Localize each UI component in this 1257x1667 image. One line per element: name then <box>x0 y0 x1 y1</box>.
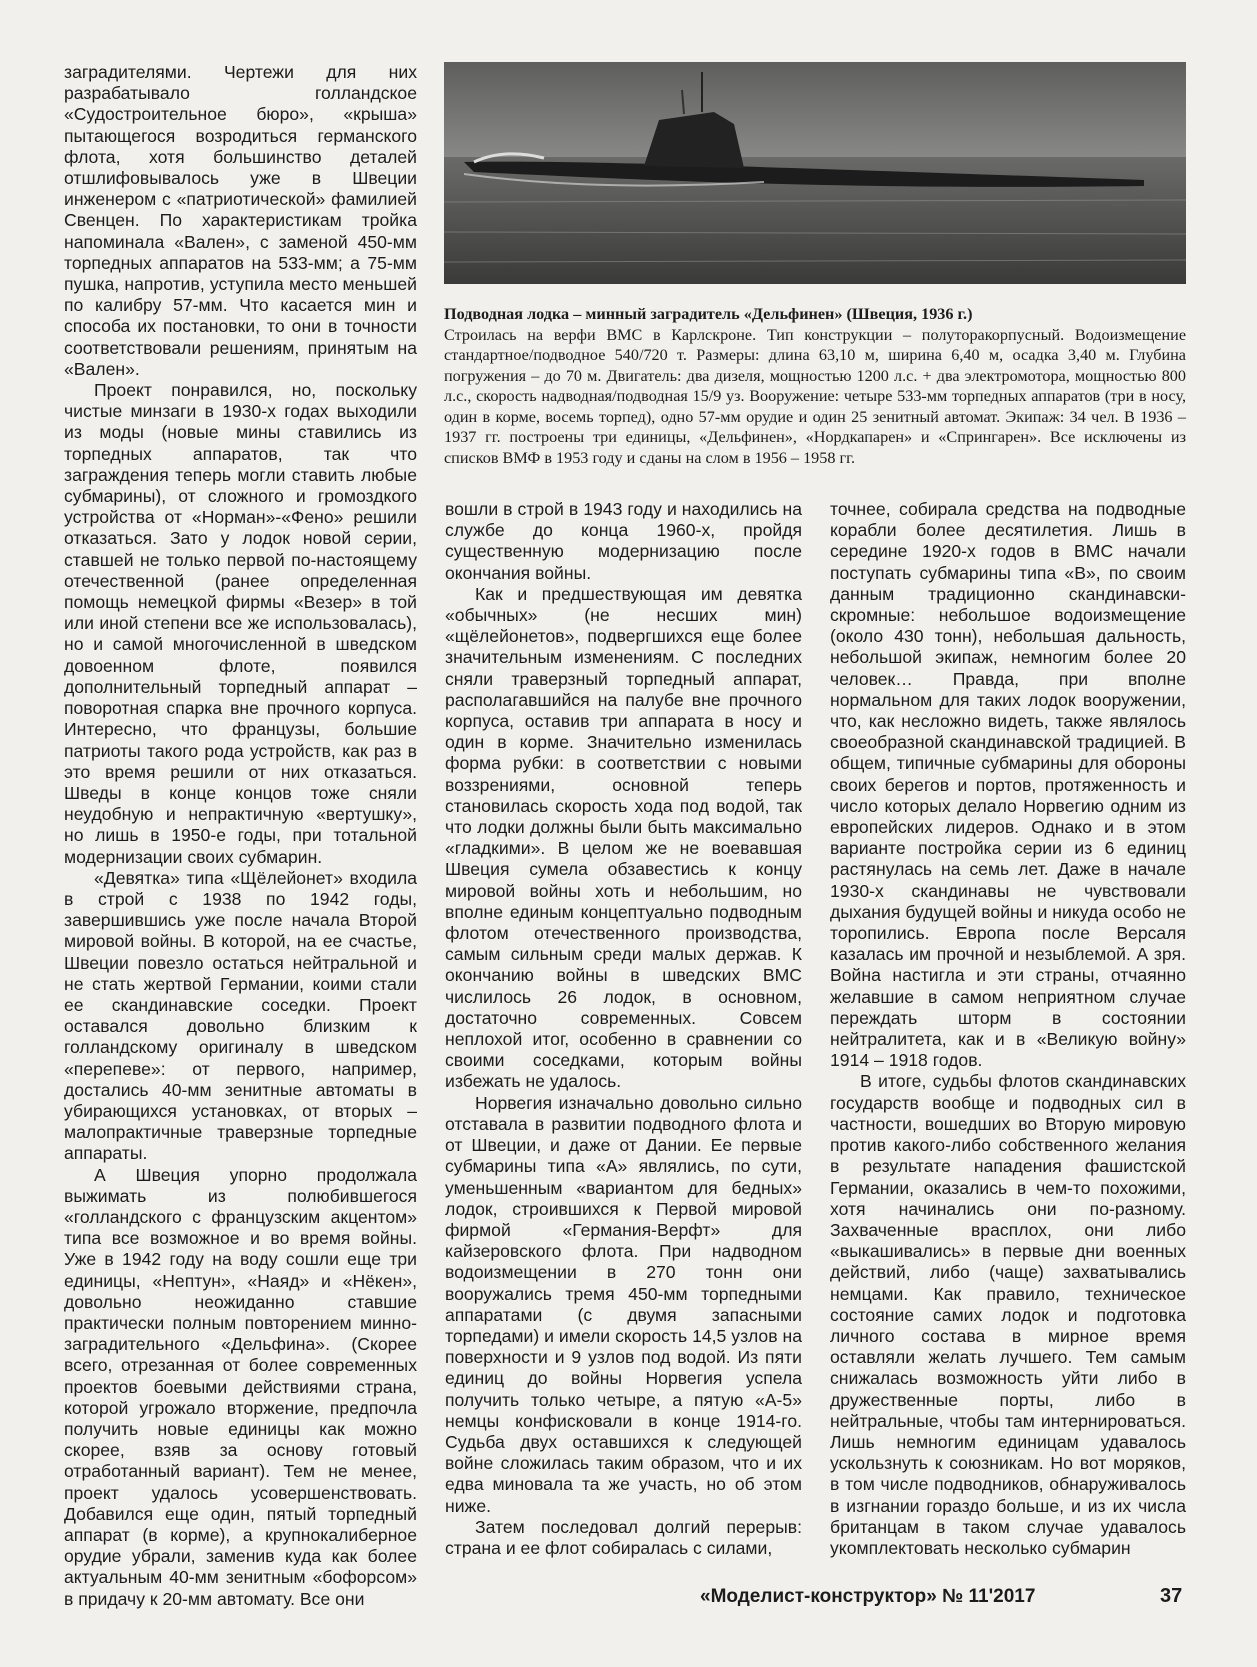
paragraph: заградителями. Чертежи для них разрабатывало голландское «Судостроительное бюро», «крыша» пытающегося возродиться германского флота, хотя большинство деталей отшлифовывалось уже в Швеции инженером с «патриотической» фамилией Свенцен. По характеристикам тройка напоминала «Вален», с заменой 450-мм торпедных аппаратов на 533-мм; а 75-мм пушка, напротив, уступила место меньшей по калибру 57-мм. Что касается мин и способа их постановки, то они в точности соответствовали решениям, принятым на «Вален». <box>64 62 417 379</box>
paragraph: Проект понравился, но, поскольку чистые минзаги в 1930-х годах выходили из моды (новые мины ставились из торпедных аппаратов, так что заграждения теперь могли ставить любые субмарины), от сложного и громоздкого устройства от «Норман»-«Фено» решили отказаться. Зато у лодок новой серии, ставшей не только первой по-настоящему отечественной (ранее определенная помощь немецкой фирмы «Везер» в той или иной степени все же использовалась), но и самой многочисленной в шведском довоенном флоте, появился дополнительный торпедный аппарат – поворотная спарка вне прочного корпуса. Интересно, что французы, большие патриоты такого рода устройств, как раз в это время решили от них отказаться. Шведы в конце концов тоже сняли неудобную и непрактичную «вертушку», но лишь в 1950-е годы, при тотальной модернизации своих субмарин. <box>64 380 417 867</box>
paragraph: В итоге, судьбы флотов скандинавских государств вообще и подводных сил в частности, вошедших во Вторую мировую против какого-либо собственного желания в результате нападения фашистской Германии, оказались в чем-то похожими, хотя начинались они по-разному. Захваченные врасплох, они либо «выкашивались» в первые дни военных действий, либо (чаще) захватывались немцами. Как правило, техническое состояние самих лодок и подготовка личного состава в мирное время оставляли желать лучшего. Тем самым снижалась возможность уйти либо в дружественные порты, либо в нейтральные, чтобы там интернироваться. Лишь немногим единицам удавалось ускользнуть к союзникам. Но вот моряков, в том числе подводников, обнаруживалось в изгнании гораздо больше, и из их числа британцам в таком случае удавалось укомплектовать несколько субмарин <box>830 1071 1186 1558</box>
paragraph: Норвегия изначально довольно сильно отставала в развитии подводного флота и от Швеции, и даже от Дании. Ее первые субмарины типа «А» являлись, по сути, уменьшенным «вариантом для бедных» лодок, строившихся к Первой мировой фирмой «Германия-Верфт» для кайзеровского флота. При надводном водоизмещении в 270 тонн они вооружались тремя 450-мм торпедными аппаратами (с двумя запасными торпедами) и имели скорость 14,5 узлов на поверхности и 9 узлов под водой. Из пяти единиц до войны Норвегия успела получить только четыре, а пятую «А-5» немцы конфисковали в конце 1914-го. Судьба двух оставшихся к следующей войне сложилась таким образом, что и их едва миновала та же участь, но об этом ниже. <box>445 1092 802 1516</box>
journal-footer: «Моделист-конструктор» № 11'2017 <box>700 1586 1036 1607</box>
paragraph: Как и предшествующая им девятка «обычных» (не несших мин) «щёлейонетов», подвергшихся еще более значительным изменениям. С последних сняли траверзный торпедный аппарат, располагавшийся на палубе вне прочного корпуса, оставив три аппарата в носу и один в корме. Значительно изменилась форма рубки: в соответствии с новыми воззрениями, основной теперь становилась скорость хода под водой, так что лодки должны были быть максимально «гладкими». В целом же не воевавшая Швеция сумела обзавестись к концу мировой войны хоть и небольшим, но вполне единым концептуально подводным флотом отечественного производства, самым сильным среди малых держав. К окончанию войны в шведских ВМС числилось 26 лодок, в основном, достаточно современных. Совсем неплохой итог, особенно в сравнении со своими соседками, которым войны избежать не удалось. <box>445 583 802 1092</box>
paragraph: «Девятка» типа «Щёлейонет» входила в строй с 1938 по 1942 годы, завершившись уже после начала Второй мировой войны. В которой, на ее счастье, Швеции повезло остаться нейтральной и не стать жертвой Германии, коими стали ее скандинавские соседки. Проект оставался довольно близким к голландскому оригиналу в шведском «перепеве»: от первого, например, достались 40-мм зенитные автоматы в убирающихся установках, от вторых – малопрактичные траверзные торпедные аппараты. <box>64 867 417 1164</box>
paragraph: точнее, собирала средства на подводные корабли более десятилетия. Лишь в середине 1920-х годов в ВМС начали поступать субмарины типа «В», по своим данным традиционно скандинавски-скромные: небольшое водоизмещение (около 430 тонн), небольшая дальность, небольшой экипаж, немногим более 20 человек… Правда, при вполне нормальном для таких лодок вооружении, что, как несложно видеть, также являлось своеобразной скандинавской традицией. В общем, типичные субмарины для обороны своих берегов и портов, протяженность и число которых делало Норвегию одним из европейских лидеров. Однако и в этом варианте постройка серии из 6 единиц растянулась на семь лет. Даже в начале 1930-х скандинавы не чувствовали дыхания будущей войны и никуда особо не торопились. Европа после Версаля казалась им прочной и незыблемой. А зря. Война настигла и эти страны, отчаянно желавшие в самом неприятном случае переждать шторм в состоянии нейтралитета, как и в «Великую войну» 1914 – 1918 годов. <box>830 499 1186 1071</box>
caption-body: Строилась на верфи ВМС в Карлскроне. Тип конструкции – полуторакорпусный. Водоизмещение стандартное/подводное 540/720 т. Размеры: длина 63,10 м, ширина 6,40 м, осадка 3,40 м. Глубина погружения – до 70 м. Двигатель: два дизеля, мощностью 1200 л.с. + два электромотора, мощностью 800 л.с., скорость надводная/подводная 15/9 уз. Вооружение: четыре 533-мм торпедных аппаратов (три в носу, один в корме, восемь торпед), одно 57-мм орудие и один 25 зенитный автомат. Экипаж: 34 чел. В 1936 – 1937 гг. построены три единицы, «Дельфинен», «Нордкапарен» и «Спрингарен». Все исключены из списков ВМФ в 1953 году и сданы на слом в 1956 – 1958 гг. <box>444 325 1186 467</box>
page-number: 37 <box>1160 1585 1183 1607</box>
submarine-photo <box>444 62 1186 284</box>
caption-title: Подводная лодка – минный заградитель «Дельфинен» (Швеция, 1936 г.) <box>444 305 973 323</box>
text-column-2 <box>445 499 802 1559</box>
text-column-3 <box>830 499 1186 1559</box>
paragraph: А Швеция упорно продолжала выжимать из полюбившегося «голландского с французским акцентом» типа все возможное и во время войны. Уже в 1942 году на воду сошли еще три единицы, «Нептун», «Наяд» и «Нёкен», довольно неожиданно ставшие практически полным повторением минно-заградительного «Дельфина». (Скорее всего, отрезанная от более современных проектов боевыми действиями страна, которой угрожало вторжение, предпочла получить новые единицы как можно скорее, взяв за основу готовый отработанный вариант). Тем не менее, проект удалось усовершенствовать. Добавился еще один, пятый торпедный аппарат (в корме), а крупнокалиберное орудие убрали, заменив куда как более актуальным 40-мм зенитным «бофорсом» в придачу к 20-мм автомату. Все они <box>64 1164 417 1609</box>
photo-caption <box>444 304 1186 468</box>
submarine-icon <box>444 62 1186 284</box>
paragraph: Затем последовал долгий перерыв: страна и ее флот собиралась с силами, <box>445 1516 802 1558</box>
paragraph: вошли в строй в 1943 году и находились на службе до конца 1960-х, пройдя существенную модернизацию после окончания войны. <box>445 499 802 583</box>
text-column-1 <box>64 62 417 1610</box>
